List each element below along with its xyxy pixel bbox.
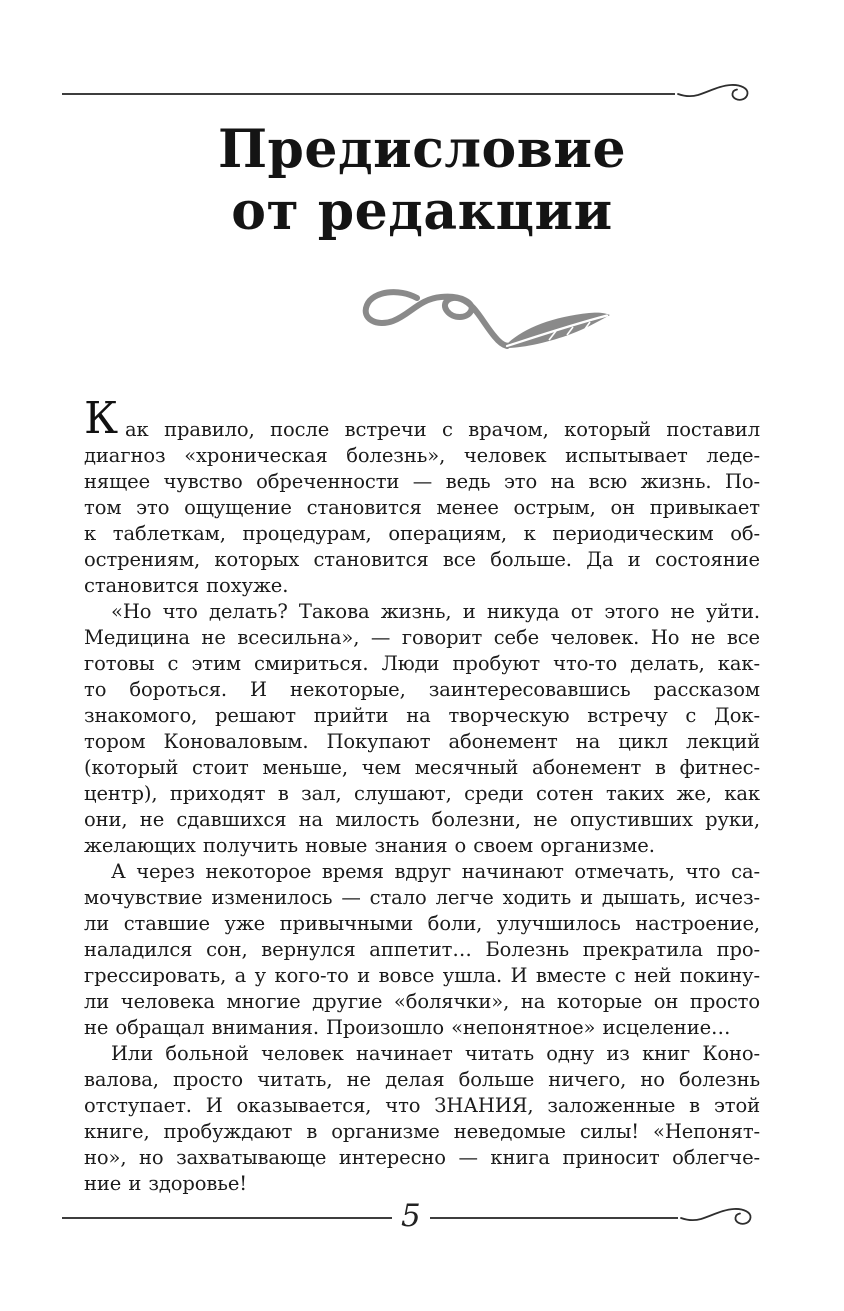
swirl-curl-icon: [678, 1204, 762, 1232]
text-line: к таблеткам, процедурам, операциям, к периодическим об-: [84, 522, 760, 545]
text-line: Медицина не всесильна», — говорит себе человек. Но не все: [84, 626, 760, 649]
text-line: мочувствие изменилось — стало легче ходить и дышать, исчез-: [84, 886, 760, 909]
text-line: центр), приходят в зал, слушают, среди сотен таких же, как: [84, 782, 760, 805]
page-title: [0, 119, 844, 243]
text-line: диагноз «хроническая болезнь», человек испытывает леде-: [84, 444, 760, 467]
drop-cap: К: [84, 393, 118, 444]
quill-feather-ornament-icon: [353, 283, 615, 363]
text-line: они, не сдавшихся на милость болезни, не опустивших руки,: [84, 808, 760, 831]
text-line: не обращал внимания. Произошло «непонятное» исцеление…: [84, 1016, 731, 1039]
text-line: желающих получить новые знания о своем организме.: [84, 834, 655, 857]
footer-rule: [62, 1198, 762, 1234]
text-line: ли ставшие уже привычными боли, улучшилось настроение,: [84, 912, 760, 935]
text-line: (который стоит меньше, чем месячный абонемент в фитнес-: [84, 756, 760, 779]
text-line: Или больной человек начинает читать одну из книг Коно-: [111, 1042, 760, 1065]
page-number: 5: [401, 1198, 421, 1234]
header-rule-line: [62, 93, 675, 95]
text-line: но», но захватывающе интересно — книга приносит облегче-: [84, 1146, 760, 1169]
page-title-line-1: Предисловие: [217, 119, 627, 180]
text-line: том это ощущение становится менее острым, он привыкает: [84, 496, 760, 519]
paragraph: [84, 393, 760, 599]
text-line: А через некоторое время вдруг начинают отмечать, что са-: [111, 860, 760, 883]
swirl-curl-icon: [675, 80, 759, 108]
paragraph: [84, 1041, 760, 1197]
text-line: книге, пробуждают в организме неведомые силы! «Непонят-: [84, 1120, 760, 1143]
text-line: знакомого, решают прийти на творческую встречу с Док-: [84, 704, 760, 727]
text-line: отступает. И оказывается, что ЗНАНИЯ, заложенные в этой: [84, 1094, 760, 1117]
text-line: «Но что делать? Такова жизнь, и никуда от этого не уйти.: [111, 600, 760, 623]
page-title-line-2: от редакции: [231, 181, 613, 242]
text-line: ли человека многие другие «болячки», на которые он просто: [84, 990, 760, 1013]
body-text: [84, 393, 760, 1197]
paragraph: [84, 599, 760, 859]
text-line: становится похуже.: [84, 574, 289, 597]
header-rule: [62, 80, 762, 108]
text-line: острениям, которых становится все больше. Да и состояние: [84, 548, 760, 571]
footer-rule-line-left: [62, 1217, 392, 1219]
text-line: грессировать, а у кого-то и вовсе ушла. И вместе с ней покину-: [84, 964, 760, 987]
text-line: валова, просто читать, не делая больше ничего, но болезнь: [84, 1068, 760, 1091]
text-line: ние и здоровье!: [84, 1172, 248, 1195]
text-line: тором Коноваловым. Покупают абонемент на цикл лекций: [84, 730, 760, 753]
footer-rule-line-right: [430, 1217, 678, 1219]
text-line: ак правило, после встречи с врачом, который поставил: [125, 418, 760, 441]
text-line: наладился сон, вернулся аппетит… Болезнь прекратила про-: [84, 938, 760, 961]
text-line: нящее чувство обреченности — ведь это на всю жизнь. По-: [84, 470, 760, 493]
paragraph: [84, 859, 760, 1041]
text-line: то бороться. И некоторые, заинтересовавшись рассказом: [84, 678, 760, 701]
text-line: готовы с этим смириться. Люди пробуют что-то делать, как-: [84, 652, 760, 675]
